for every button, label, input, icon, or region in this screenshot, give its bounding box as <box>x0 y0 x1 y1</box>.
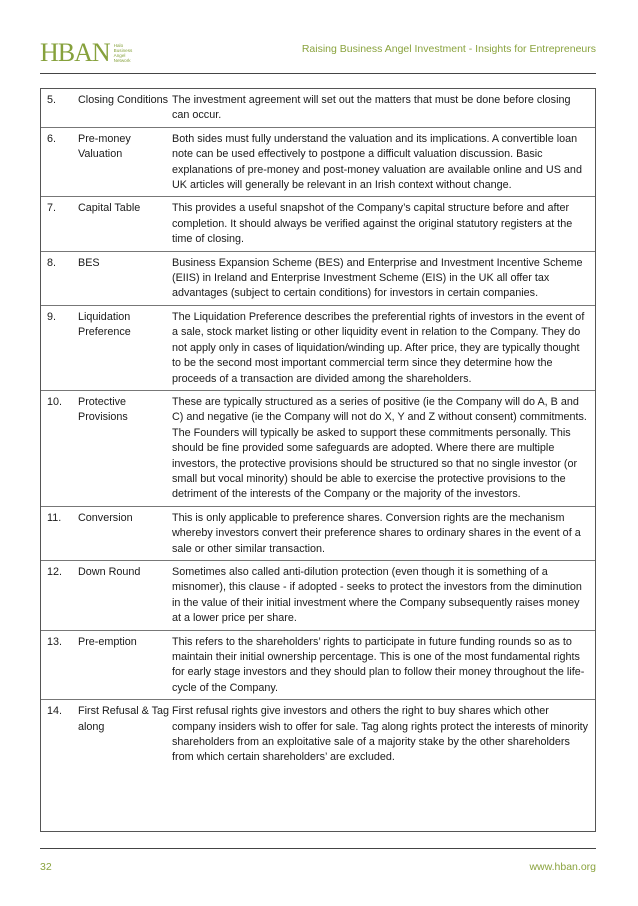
row-term: Pre-emption <box>78 635 137 648</box>
row-description: Business Expansion Scheme (BES) and Enterprise and Investment Incentive Scheme (EIIS) in Ireland and Enterprise Investment Scheme (EIS) in the UK all offer tax advantages (subject to certain conditions) for investors in certain companies. <box>172 256 583 300</box>
page-header <box>40 38 596 72</box>
row-term: Closing Conditions <box>78 94 169 106</box>
row-number: 10. <box>47 395 63 408</box>
row-term: Liquidation Preference <box>78 310 131 339</box>
table-row <box>41 127 595 197</box>
row-term: Pre-money Valuation <box>78 132 131 161</box>
row-term: Capital Table <box>78 202 141 215</box>
logo-sub-line: Angel <box>113 53 126 58</box>
row-description: Sometimes also called anti-dilution protection (even though it is something of a misnomer), this clause - if adopted - seeks to protect the investors from the diminution in the value of their initial investment where the Company subsequently raises money at a lower price per share. <box>172 565 582 625</box>
logo-sub-line: Halo <box>113 42 124 48</box>
logo-subtitle <box>114 43 133 64</box>
row-term: Protective Provisions <box>78 395 128 424</box>
row-number: 5. <box>47 94 57 106</box>
row-number: 6. <box>47 132 57 145</box>
document-title: Raising Business Angel Investment - Insights for Entrepreneurs <box>301 43 596 55</box>
row-description: The investment agreement will set out the matters that must be done before closing can occur. <box>172 94 571 122</box>
footer-url[interactable]: www.hban.org <box>529 861 596 873</box>
footer-divider <box>40 848 596 849</box>
row-description: These are typically structured as a series of positive (ie the Company will do A, B and C) and negative (ie the Company will not do X, Y and Z without consent) commitments. The Founders will typically be asked to support these commitments personally. This should be fine provided some safeguards are adopted. Where there are multiple investors, the protective provisions should be structured so that no single investor (or small but vocal minority) should be able to exercise the protective provisions to the detriment of the interests of the Company or the majority of the investors. <box>172 395 587 501</box>
table-row <box>41 251 595 305</box>
table-row <box>41 630 595 700</box>
row-number: 9. <box>47 310 57 323</box>
row-description: The Liquidation Preference describes the preferential rights of investors in the event of a sale, stock market listing or other liquidity event in relation to the Company. They do not apply only in cases of liquidation/winding up. After price, they are typically thought to be the second most important commercial term since they determine how the proceeds of a transaction are divided among the shareholders. <box>172 310 585 385</box>
row-description: This provides a useful snapshot of the Company’s capital structure before and after completion. It should always be verified against the original statutory registers at the time of closing. <box>172 202 573 246</box>
row-term: BES <box>78 256 100 269</box>
row-number: 7. <box>47 202 57 215</box>
table-row <box>41 197 595 251</box>
hban-logo <box>40 38 132 68</box>
row-description: First refusal rights give investors and others the right to buy shares which other company insiders wish to offer for sale. Tag along rights protect the interests of minority shareholders from an exploitative sale of a majority stake by the other shareholders from which certain shareholders’ are excluded. <box>172 705 589 764</box>
row-term: First Refusal & Tag along <box>78 705 170 733</box>
logo-sub-line: Business <box>113 47 133 53</box>
row-description: This is only applicable to preference shares. Conversion rights are the mechanism whereby investors convert their preference shares to ordinary shares in the event of a sale or other similar transaction. <box>172 511 581 555</box>
logo-sub-line: Network <box>113 58 131 64</box>
table-row <box>41 560 595 630</box>
row-number: 14. <box>47 705 63 718</box>
row-description: This refers to the shareholders’ rights to participate in future funding rounds so as to maintain their initial ownership percentage. This is one of the most fundamental rights for early stage investors and they should plan to follow their money throughout the life-cycle of the Company. <box>172 635 585 694</box>
row-number: 8. <box>47 256 57 269</box>
row-term: Down Round <box>78 565 141 578</box>
table-row <box>41 89 595 127</box>
row-term: Conversion <box>78 511 133 524</box>
row-description: Both sides must fully understand the valuation and its implications. A convertible loan note can be used effectively to postpone a difficult valuation discussion. Basic explanations of pre-money and post-money valuation are available online and US and UK articles will generally be relevant in an Irish context without change. <box>172 132 582 192</box>
row-number: 13. <box>47 635 63 648</box>
page-number: 32 <box>40 861 52 873</box>
glossary-table <box>40 88 596 832</box>
row-number: 11. <box>47 511 62 524</box>
table-row <box>41 390 595 506</box>
row-number: 12. <box>47 565 63 578</box>
table-row <box>41 700 595 769</box>
logo-text: HBAN <box>40 38 110 67</box>
table-row <box>41 506 595 560</box>
table-row <box>41 305 595 390</box>
header-divider <box>40 73 596 74</box>
